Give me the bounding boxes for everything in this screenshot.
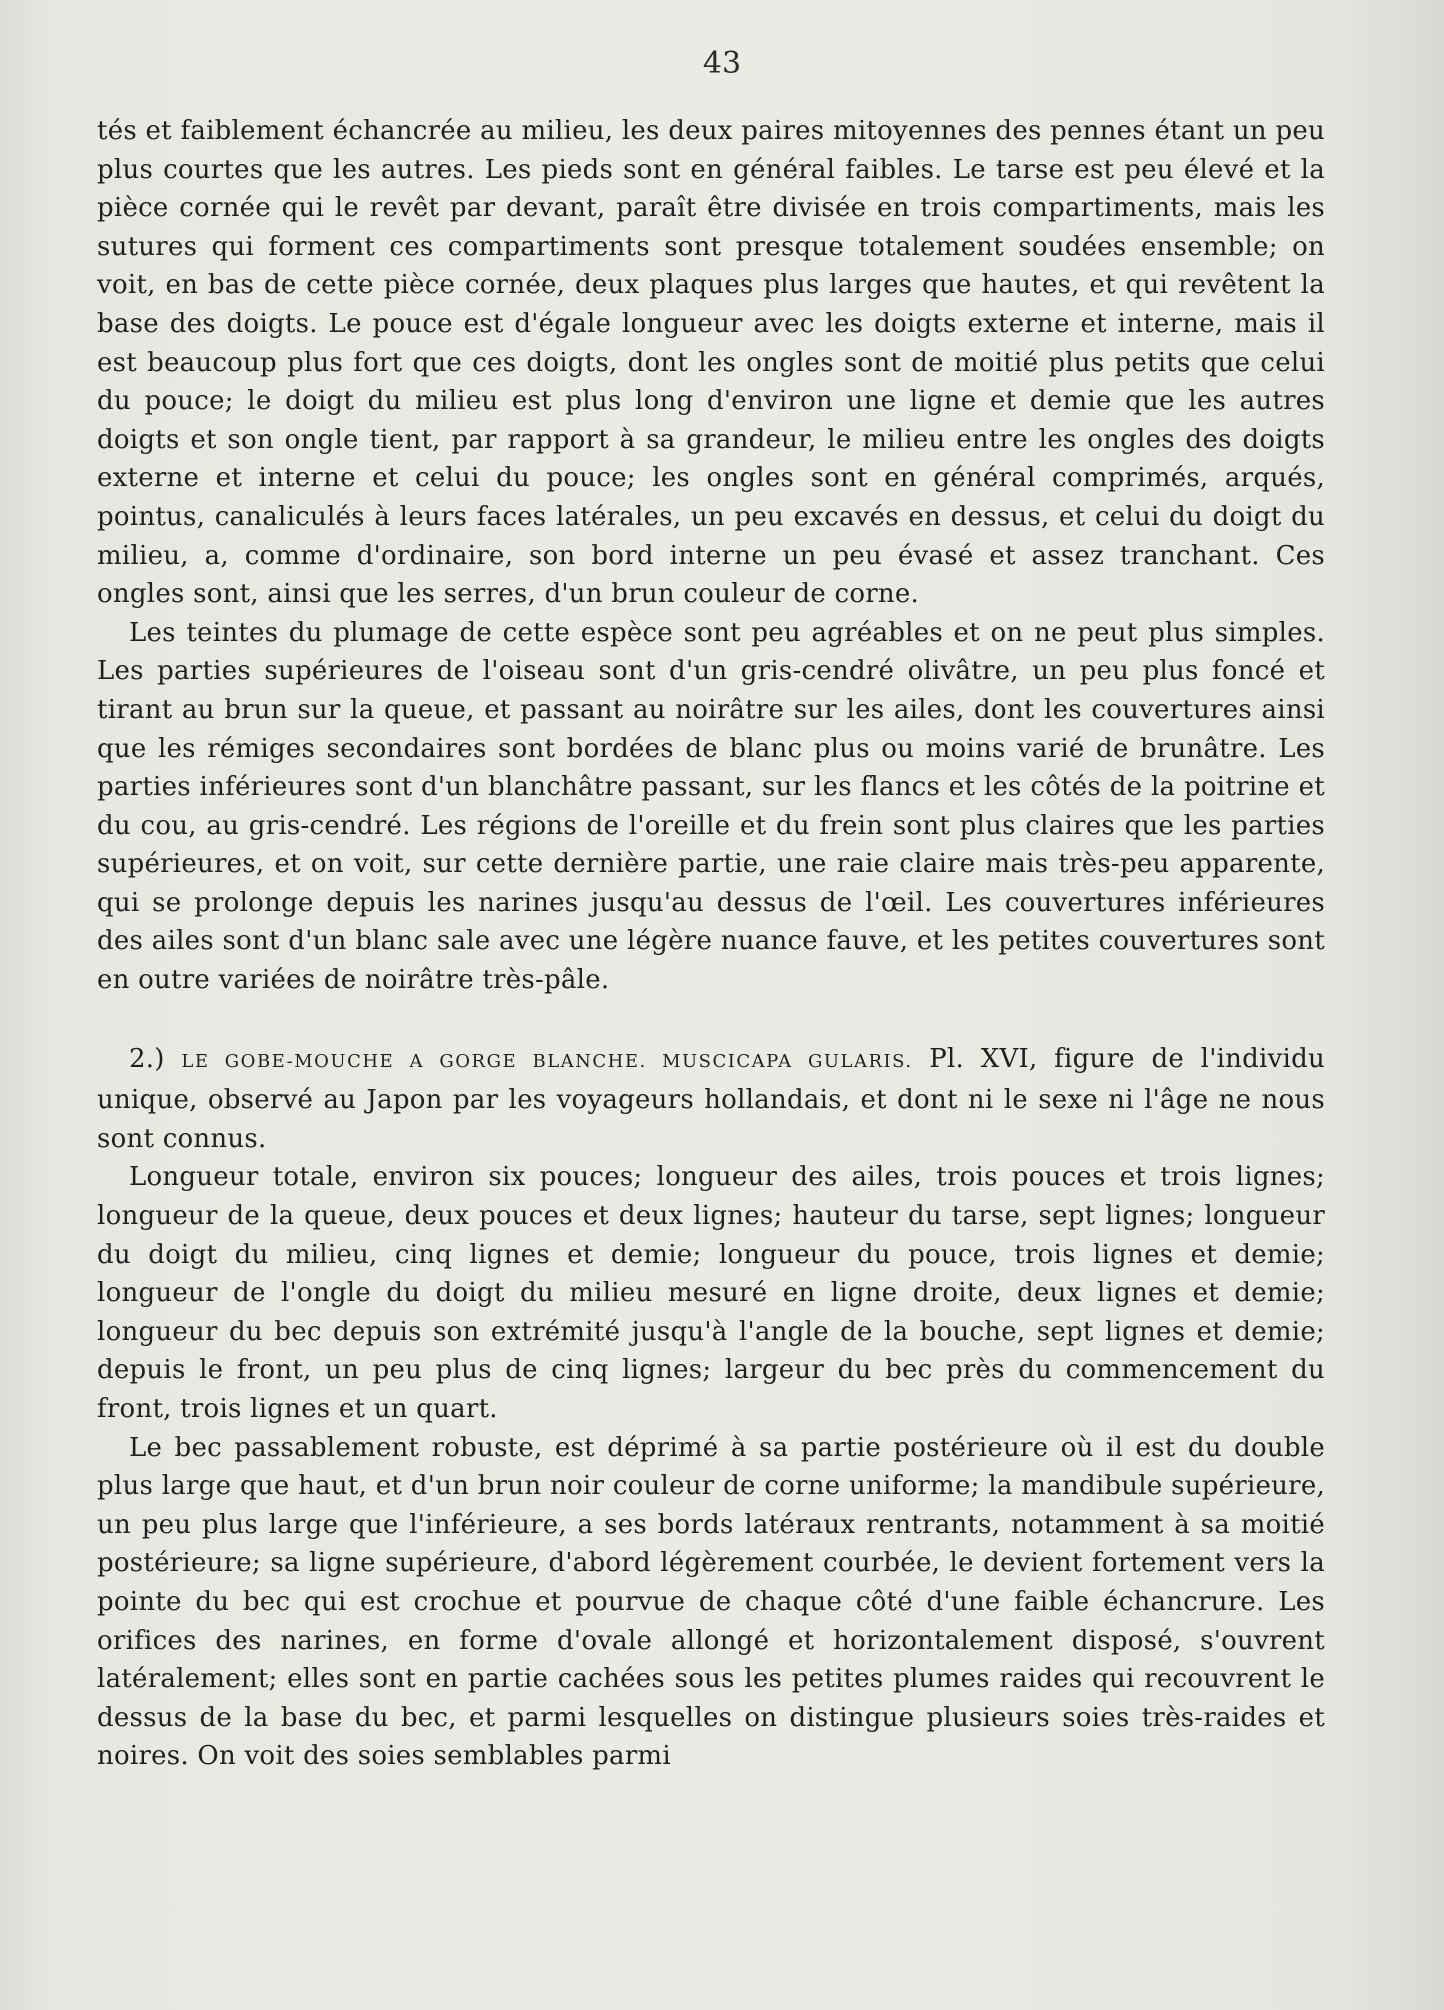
paragraph-bill-description: Le bec passablement robuste, est déprimé à sa partie postérieure où il est du double plus large que haut, et d'un brun noir couleur de corne uniforme; la mandibule supérieure, un peu plus large que l'inférieure, a ses bords latéraux rentrants, notamment à sa moitié postérieure; sa ligne supérieure, d'abord légèrement courbée, le devient fortement vers la pointe du bec qui est crochue et pourvue de chaque côté d'une faible échancrure. Les orifices des narines, en forme d'ovale allongé et horizontalement disposé, s'ouvrent latéralement; elles sont en partie cachées sous les petites plumes raides qui recouvrent le dessus de la base du bec, et parmi lesquelles on distingue plusieurs soies très-raides et noires. On voit des soies semblables parmi [97,1432,1325,1772]
paragraph-measurements: Longueur totale, environ six pouces; longueur des ailes, trois pouces et trois lignes; longueur de la queue, deux pouces et deux lignes; hauteur du tarse, sept lignes; longueur du doigt du milieu, cinq lignes et demie; longueur du pouce, trois lignes et demie; longueur de l'ongle du doigt du milieu mesuré en ligne droite, deux lignes et demie; longueur du bec depuis son extrémité jusqu'à l'angle de la bouche, sept lignes et demie; depuis le front, un peu plus de cinq lignes; largeur du bec près du commencement du front, trois lignes et un quart. [97,1162,1325,1424]
paragraph-plumage: Les teintes du plumage de cette espèce sont peu agréables et on ne peut plus simples. Les parties supérieures de l'oiseau sont d'un gris-cendré olivâtre, un peu plus foncé et tirant au brun sur la queue, et passant au noirâtre sur les ailes, dont les couvertures ainsi que les rémiges secondaires sont bordées de blanc plus ou moins varié de brunâtre. Les parties inférieures sont d'un blanchâtre passant, sur les flancs et les côtés de la poitrine et du cou, au gris-cendré. Les régions de l'oreille et du frein sont plus claires que les parties supérieures, et on voit, sur cette dernière partie, une raie claire mais très-peu apparente, qui se prolonge depuis les narines jusqu'au dessus de l'œil. Les couvertures inférieures des ailes sont d'un blanc sale avec une légère nuance fauve, et les petites couvertures sont en outre variées de noirâtre très-pâle. [97,617,1325,996]
species-entry-number: 2.) [129,1043,165,1074]
paragraph-tail-description: tés et faiblement échancrée au milieu, les deux paires mitoyennes des pennes étant un peu plus courtes que les autres. Les pieds sont en général faibles. Le tarse est peu élevé et la pièce cornée qui le revêt par devant, paraît être divisée en trois compartiments, mais les sutures qui forment ces compartiments sont presque totalement soudées ensemble; on voit, en bas de cette pièce cornée, deux plaques plus larges que hautes, et qui revêtent la base des doigts. Le pouce est d'égale longueur avec les doigts externe et interne, mais il est beaucoup plus fort que ces doigts, dont les ongles sont de moitié plus petits que celui du pouce; le doigt du milieu est plus long d'environ une ligne et demie que les autres doigts et son ongle tient, par rapport à sa grandeur, le milieu entre les ongles des doigts externe et interne et celui du pouce; les ongles sont en général comprimés, arqués, pointus, canaliculés à leurs faces latérales, un peu excavés en dessus, et celui du doigt du milieu, a, comme d'ordinaire, son bord interne un peu évasé et assez tranchant. Ces ongles sont, ainsi que les serres, d'un brun couleur de corne. [97,116,1325,610]
body-text [97,112,1325,1776]
species-name-smallcaps: LE GOBE-MOUCHE A GORGE BLANCHE. MUSCICAPA GULARIS. [181,1050,913,1072]
page-number: 43 [702,46,742,81]
species-entry-text: Pl. XVI, figure de l'individu unique, observé au Japon par les voyageurs hollandais, et dont ni le sexe ni l'âge ne nous sont connus. [97,1043,1326,1154]
paragraph-species-entry [97,1040,1325,1159]
